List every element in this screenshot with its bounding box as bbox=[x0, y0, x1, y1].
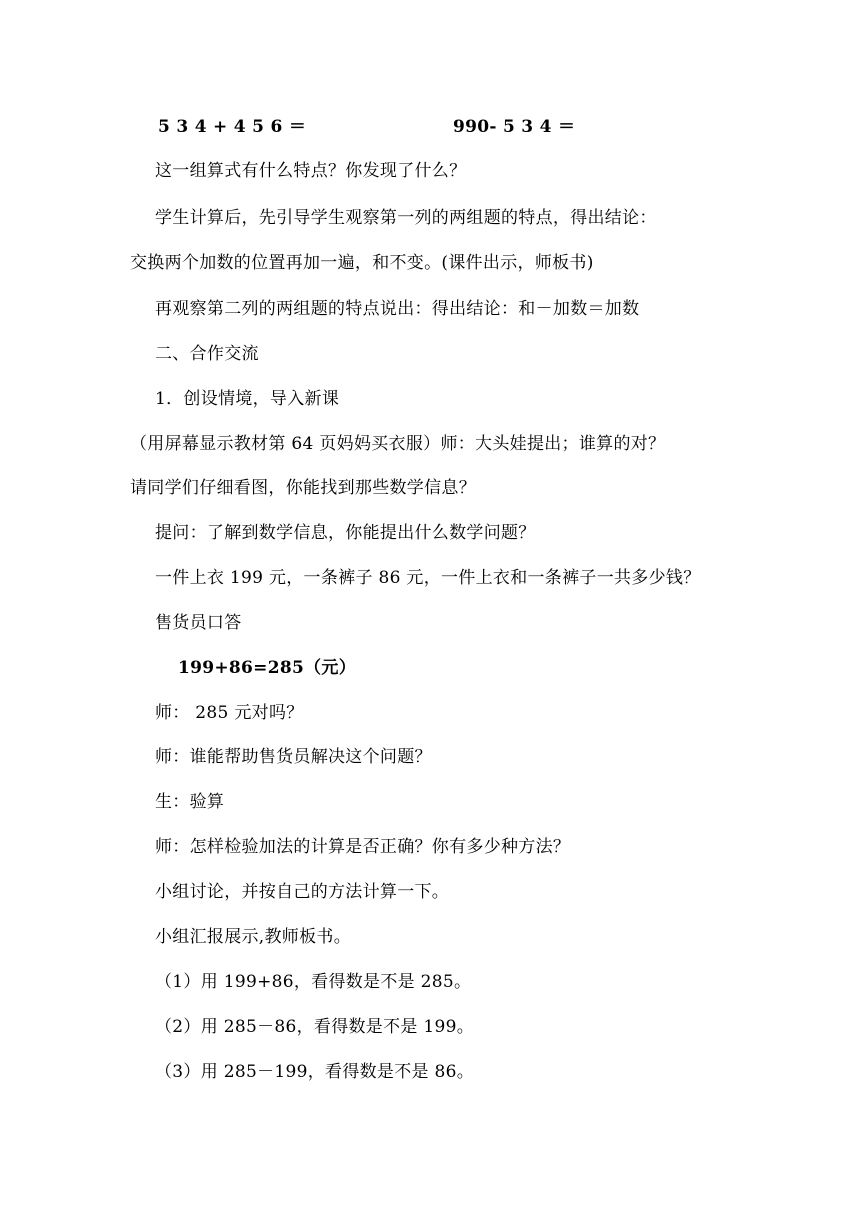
paragraph: 生：验算 bbox=[155, 792, 225, 812]
paragraph: 一件上衣 199 元，一条裤子 86 元，一件上衣和一条裤子一共多少钱？ bbox=[155, 568, 701, 588]
paragraph: 再观察第二列的两组题的特点说出：得出结论：和－加数＝加数 bbox=[155, 299, 640, 319]
subsection-heading: 1．创设情境，导入新课 bbox=[155, 389, 340, 409]
paragraph: （用屏幕显示教材第 64 页妈妈买衣服）师：大头娃提出；谁算的对？ bbox=[130, 434, 666, 454]
paragraph: 交换两个加数的位置再加一遍，和不变。(课件出示，师板书) bbox=[130, 253, 594, 273]
paragraph: 这一组算式有什么特点？你发现了什么？ bbox=[155, 161, 467, 181]
equation-right: 990- 5 3 4 ＝ bbox=[453, 117, 576, 137]
section-heading: 二、合作交流 bbox=[155, 344, 259, 364]
paragraph: 学生计算后，先引导学生观察第一列的两组题的特点，得出结论： bbox=[155, 208, 657, 228]
list-item: （3）用 285－199，看得数是不是 86。 bbox=[155, 1062, 475, 1082]
paragraph: 小组汇报展示,教师板书。 bbox=[155, 927, 352, 947]
list-item: （2）用 285－86，看得数是不是 199。 bbox=[155, 1017, 475, 1037]
paragraph: 售货员口答 bbox=[155, 613, 242, 633]
equation-line: 199+86=285（元） bbox=[178, 658, 357, 678]
paragraph: 小组讨论，并按自己的方法计算一下。 bbox=[155, 882, 450, 902]
paragraph: 师：怎样检验加法的计算是否正确？你有多少种方法？ bbox=[155, 837, 571, 857]
paragraph: 请同学们仔细看图，你能找到那些数学信息？ bbox=[130, 478, 476, 498]
paragraph: 师： 285 元对吗？ bbox=[155, 703, 304, 723]
paragraph: 师：谁能帮助售货员解决这个问题？ bbox=[155, 747, 432, 767]
equation-left: 5 3 4 + 4 5 6 ＝ bbox=[158, 117, 307, 137]
list-item: （1）用 199+86，看得数是不是 285。 bbox=[155, 972, 472, 992]
paragraph: 提问：了解到数学信息，你能提出什么数学问题？ bbox=[155, 523, 536, 543]
